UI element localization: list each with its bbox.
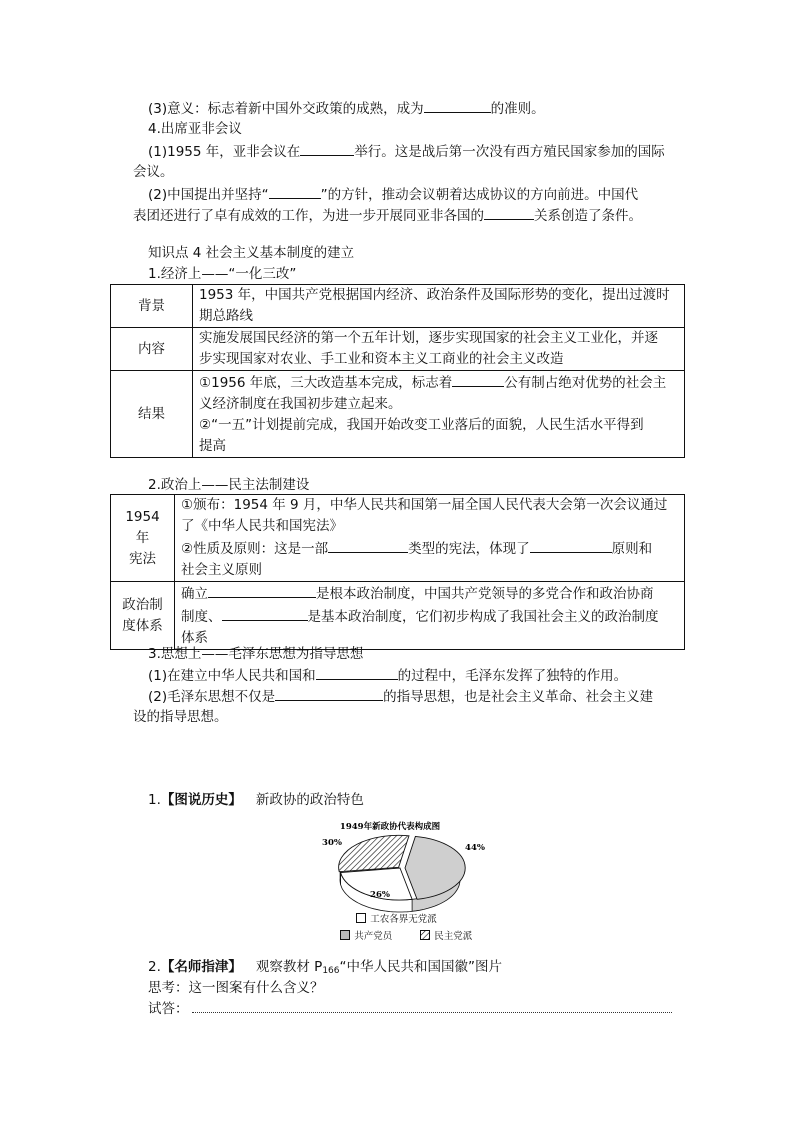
text: (1)在建立中华人民共和国和 xyxy=(148,668,316,684)
think-question: 思考：这一图案有什么含义？ xyxy=(148,980,324,996)
fill-blank[interactable] xyxy=(316,664,398,680)
text: 社会主义原则 xyxy=(181,562,262,578)
text: 是根本政治制度，中国共产党领导的多党合作和政治协商 xyxy=(316,586,654,602)
section-title-afro-asian-conference: 4.出席亚非会议 xyxy=(148,121,242,137)
row-head-political-system xyxy=(111,582,175,650)
figure-heading xyxy=(148,789,364,811)
thought-paragraph-1 xyxy=(148,664,627,687)
paragraph-1955-cont: 会议。 xyxy=(133,164,174,180)
row-content xyxy=(175,582,685,650)
politics-table xyxy=(110,494,685,650)
fill-blank[interactable] xyxy=(530,537,612,553)
text: 166 xyxy=(322,966,340,976)
text: 期总路线 xyxy=(199,308,253,324)
answer-line[interactable] xyxy=(192,1012,672,1013)
paragraph-1955 xyxy=(148,140,665,163)
row-head-background: 背景 xyxy=(111,285,193,328)
row-content xyxy=(175,495,685,582)
text: 政治制 xyxy=(122,596,163,613)
legend-swatch-hatched xyxy=(420,930,430,940)
text: ”的方针，推动会议朝着达成协议的方向前进。中国代 xyxy=(320,187,639,203)
text: 【名师指津】 xyxy=(160,959,242,975)
text xyxy=(181,582,678,605)
pie-slice-democratic-parties xyxy=(339,835,409,871)
fill-blank[interactable] xyxy=(484,204,534,220)
text: 的过程中，毛泽东发挥了独特的作用。 xyxy=(397,668,628,684)
legend-label: 民主党派 xyxy=(434,931,473,942)
row-head-content: 内容 xyxy=(111,328,193,371)
text: (2)中国提出并坚持“ xyxy=(148,187,269,203)
row-content xyxy=(193,285,685,328)
text: 义经济制度在我国初步建立起来。 xyxy=(199,396,402,412)
fill-blank[interactable] xyxy=(269,183,321,199)
text xyxy=(181,605,678,628)
text: 2. xyxy=(148,959,161,975)
text: ①颁布：1954 年 9 月，中华人民共和国第一届全国人民代表大会第一次会议通过 xyxy=(181,497,668,513)
paragraph-china-policy-cont xyxy=(133,204,642,227)
table-row xyxy=(111,582,685,650)
fill-blank[interactable] xyxy=(424,97,491,113)
text: (3)意义：标志着新中国外交政策的成熟，成为 xyxy=(148,101,424,117)
text: 原则和 xyxy=(611,541,653,557)
paragraph-china-policy xyxy=(148,183,638,206)
text: 步实现国家对农业、手工业和资本主义工商业的社会主义改造 xyxy=(199,351,564,367)
row-head-constitution xyxy=(111,495,175,582)
fill-blank[interactable] xyxy=(222,605,308,621)
text: 新政协的政治特色 xyxy=(255,792,364,808)
knowledge-point-title: 知识点 4 社会主义基本制度的建立 xyxy=(148,245,355,261)
text: 公有制占绝对优势的社会主 xyxy=(504,375,667,391)
significance-paragraph xyxy=(148,97,545,120)
legend-item-communist xyxy=(340,928,392,944)
fill-blank[interactable] xyxy=(208,582,316,598)
legend-label: 工农各界无党派 xyxy=(370,914,437,925)
thought-paragraph-2 xyxy=(148,685,653,708)
text: ②性质及原则：这是一部 xyxy=(181,541,329,557)
text: 1. xyxy=(148,792,161,808)
row-head-result: 结果 xyxy=(111,371,193,458)
pie-label-non-party: 26% xyxy=(370,890,390,900)
thought-paragraph-2-cont: 设的指导思想。 xyxy=(133,709,228,725)
legend-item-democratic-parties xyxy=(420,928,472,944)
text: ②“一五”计划提前完成，我国开始改变工业落后的面貌，人民生活水平得到 xyxy=(199,417,644,433)
pie-label-communist: 44% xyxy=(465,843,485,853)
economy-title: 1.经济上——“一化三改” xyxy=(148,266,297,282)
text: “中华人民共和国国徽”图片 xyxy=(339,959,503,975)
text: 的准则。 xyxy=(490,101,545,117)
text: 是基本政治制度，它们初步构成了我国社会主义的政治制度 xyxy=(307,609,659,625)
pie-slices xyxy=(339,835,466,912)
thought-title: 3.思想上——毛泽东思想为指导思想 xyxy=(148,646,364,662)
text: 了《中华人民共和国宪法》 xyxy=(181,518,343,534)
legend-swatch-gray xyxy=(340,930,350,940)
fill-blank[interactable] xyxy=(452,371,504,387)
chart-title: 1949年新政协代表构成图 xyxy=(339,822,441,832)
fill-blank[interactable] xyxy=(328,537,408,553)
economy-table xyxy=(110,284,685,458)
row-content xyxy=(193,371,685,458)
text xyxy=(199,371,678,394)
text: 【图说历史】 xyxy=(160,792,242,808)
answer-label: 试答： xyxy=(148,1001,189,1017)
row-content xyxy=(193,328,685,371)
table-row xyxy=(111,285,685,328)
text: 度体系 xyxy=(122,617,163,634)
table-row xyxy=(111,328,685,371)
legend-swatch-white xyxy=(356,913,366,923)
politics-title: 2.政治上——民主法制建设 xyxy=(148,477,310,493)
text: 表团还进行了卓有成效的工作，为进一步开展同亚非各国的 xyxy=(133,208,484,224)
text: (2)毛泽东思想不仅是 xyxy=(148,689,276,705)
text: 宪法 xyxy=(129,550,156,567)
table-row xyxy=(111,495,685,582)
text: 观察教材 P xyxy=(255,959,323,975)
text: 举行。这是战后第一次没有西方殖民国家参加的国际 xyxy=(354,144,665,160)
text: 关系创造了条件。 xyxy=(534,208,642,224)
text xyxy=(181,537,678,560)
text: 提高 xyxy=(199,438,226,454)
table-row xyxy=(111,371,685,458)
text: 类型的宪法，体现了 xyxy=(408,541,530,557)
pie-label-democratic-parties: 30% xyxy=(322,838,342,848)
text: 制度、 xyxy=(181,609,222,625)
legend-item-non-party xyxy=(356,911,437,927)
text: 的指导思想，也是社会主义革命、社会主义建 xyxy=(383,689,654,705)
fill-blank[interactable] xyxy=(275,685,383,701)
text: 实施发展国民经济的第一个五年计划，逐步实现国家的社会主义工业化，并逐 xyxy=(199,330,658,346)
fill-blank[interactable] xyxy=(300,140,354,156)
text: 确立 xyxy=(181,586,208,602)
text: 1954 年 xyxy=(125,508,160,546)
text: 体系 xyxy=(181,630,208,646)
text: (1)1955 年，亚非会议在 xyxy=(148,144,301,160)
text: 1953 年，中国共产党根据国内经济、政治条件及国际形势的变化，提出过渡时 xyxy=(199,287,670,303)
legend-label: 共产党员 xyxy=(354,931,393,942)
text: ①1956 年底，三大改造基本完成，标志着 xyxy=(199,375,453,391)
